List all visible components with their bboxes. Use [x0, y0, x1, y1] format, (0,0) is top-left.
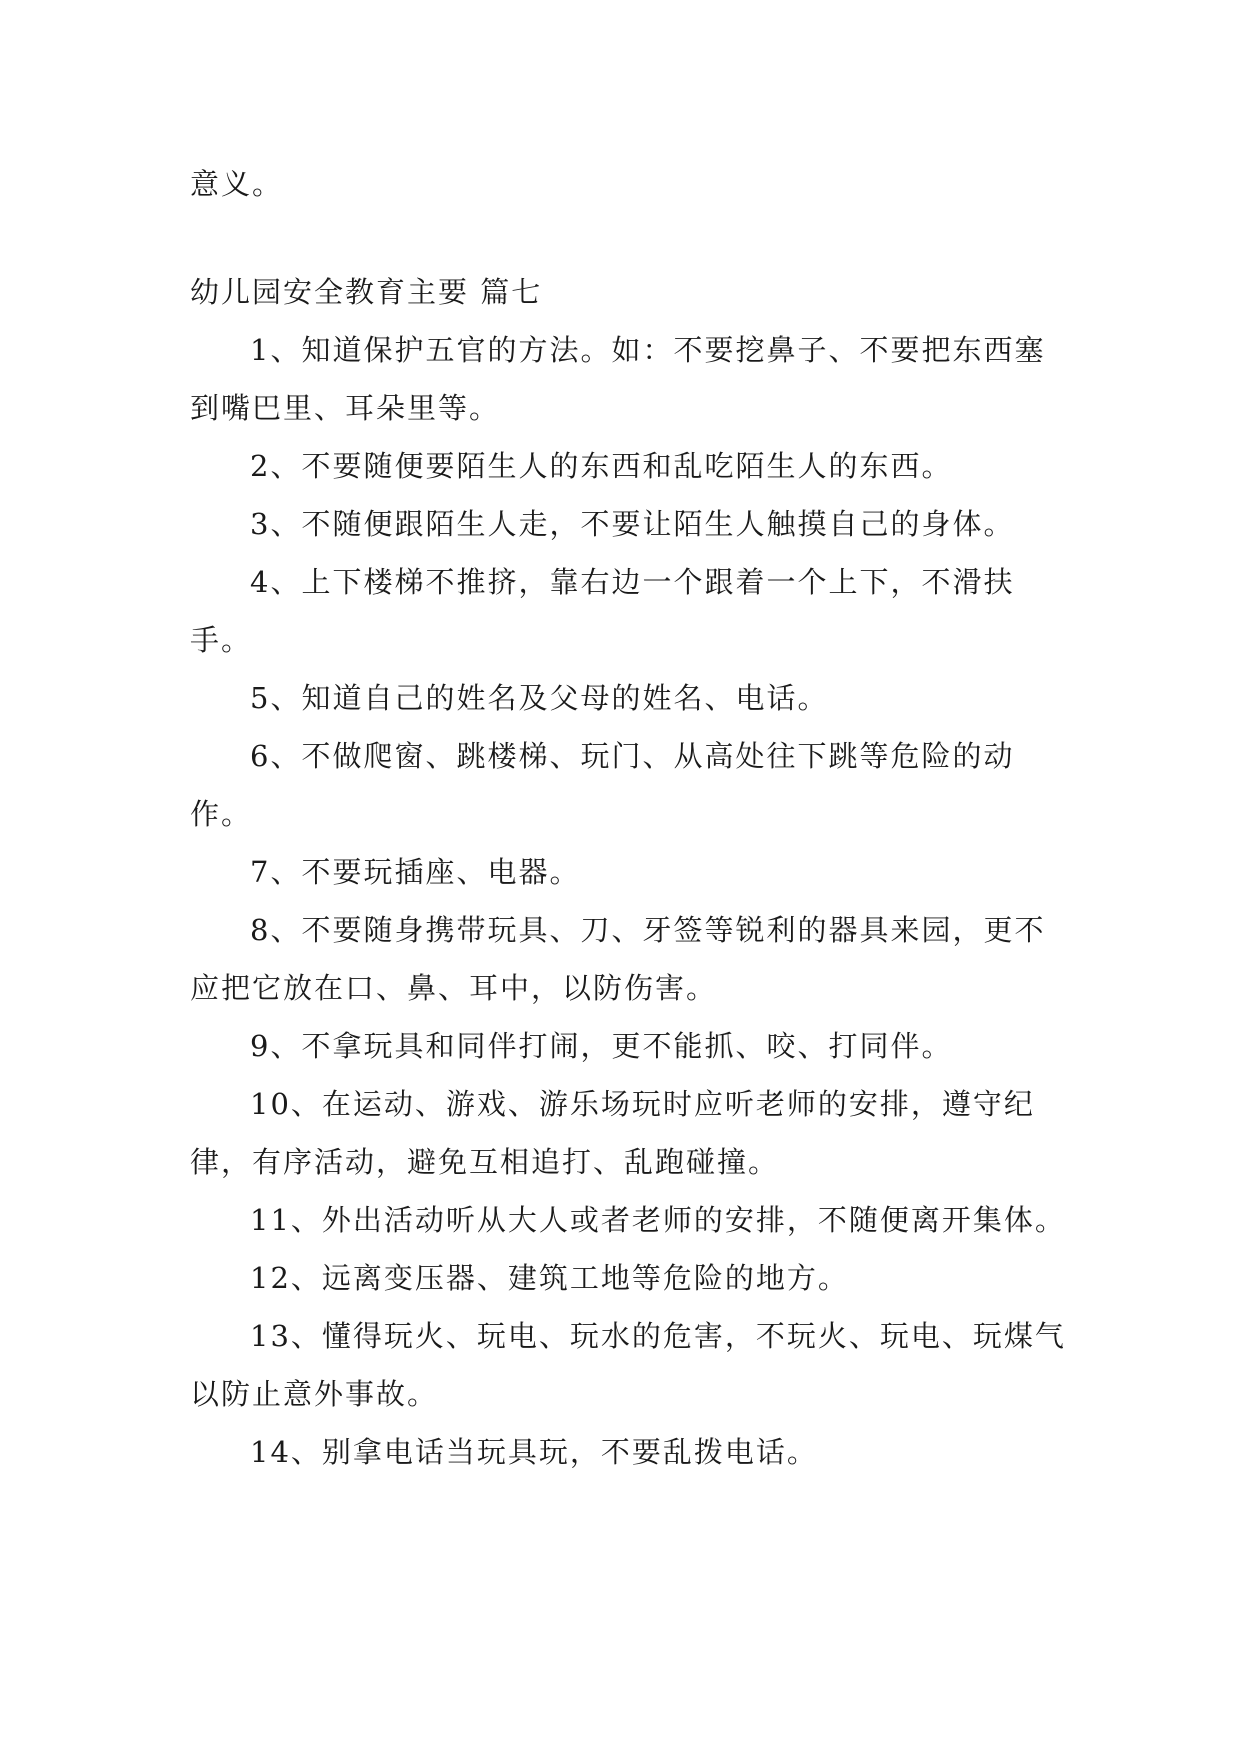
list-item: 12、远离变压器、建筑工地等危险的地方。 [250, 1261, 849, 1295]
section-heading: 幼儿园安全教育主要 篇七 [190, 275, 543, 309]
list-item: 8、不要随身携带玩具、刀、牙签等锐利的器具来园，更不应把它放在口、鼻、耳中，以防伤害。 [190, 913, 1046, 1005]
lead-fragment: 意义。 [190, 167, 284, 201]
list-item: 7、不要玩插座、电器。 [250, 855, 581, 889]
list-item: 9、不拿玩具和同伴打闹，更不能抓、咬、打同伴。 [250, 1029, 953, 1063]
document-body [190, 155, 1070, 1481]
list-item: 13、懂得玩火、玩电、玩水的危害，不玩火、玩电、玩煤气以防止意外事故。 [190, 1319, 1066, 1411]
list-item: 2、不要随便要陌生人的东西和乱吃陌生人的东西。 [250, 449, 953, 483]
list-item: 5、知道自己的姓名及父母的姓名、电话。 [250, 681, 829, 715]
list-item: 6、不做爬窗、跳楼梯、玩门、从高处往下跳等危险的动作。 [190, 739, 1015, 831]
list-item: 4、上下楼梯不推挤，靠右边一个跟着一个上下，不滑扶手。 [190, 565, 1015, 657]
list-item: 14、别拿电话当玩具玩，不要乱拨电话。 [250, 1435, 818, 1469]
list-item: 11、外出活动听从大人或者老师的安排，不随便离开集体。 [250, 1203, 1066, 1237]
list-item: 3、不随便跟陌生人走，不要让陌生人触摸自己的身体。 [250, 507, 1015, 541]
list-item: 1、知道保护五官的方法。如：不要挖鼻子、不要把东西塞到嘴巴里、耳朵里等。 [190, 333, 1046, 425]
list-item: 10、在运动、游戏、游乐场玩时应听老师的安排，遵守纪律，有序活动，避免互相追打、乱跑碰撞。 [190, 1087, 1035, 1179]
